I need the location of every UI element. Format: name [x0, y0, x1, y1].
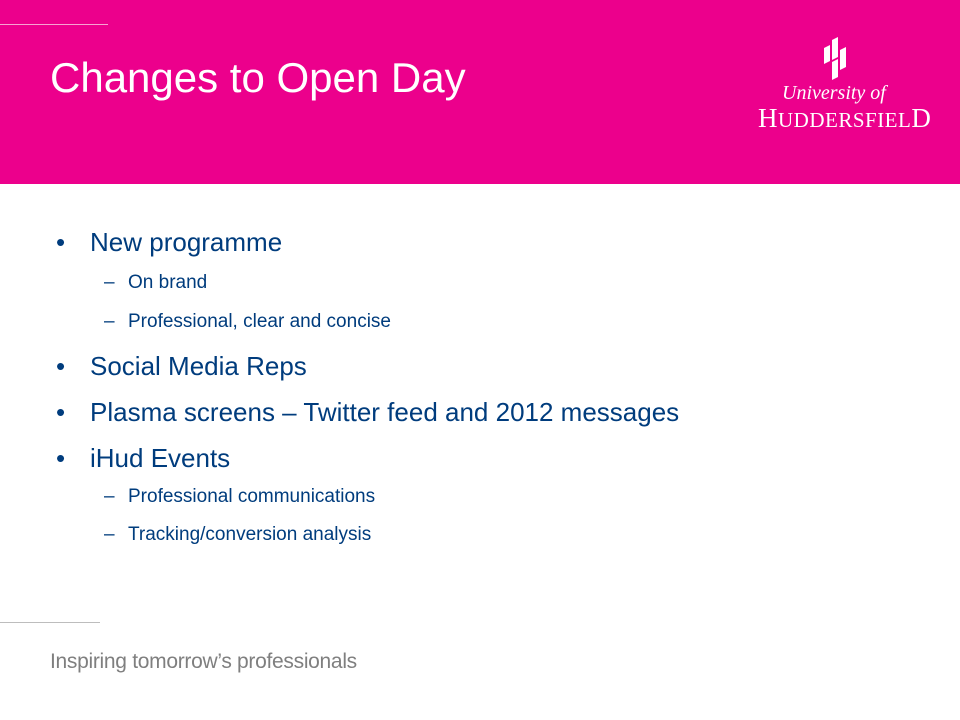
bullet-marker: • [56, 443, 66, 473]
header-divider [0, 24, 108, 25]
bullet-text: Social Media Reps [90, 351, 307, 381]
bullet-marker: • [56, 227, 66, 257]
dash-marker: – [104, 524, 115, 545]
dash-marker: – [104, 272, 115, 293]
sub-bullet-text: On brand [128, 272, 208, 293]
sub-bullet-text: Professional communications [128, 486, 376, 507]
bullet-text: iHud Events [90, 443, 231, 473]
university-logo [748, 36, 932, 136]
bullet-text: New programme [90, 227, 283, 257]
sub-bullet-text: Tracking/conversion analysis [128, 524, 372, 545]
logo-middle: UDDERSFIEL [778, 108, 912, 132]
logo-text-university-of: University of [782, 82, 886, 104]
logo-text-huddersfield [758, 103, 932, 133]
footer-tagline: Inspiring tomorrow’s professionals [50, 650, 357, 673]
footer-divider [0, 622, 100, 623]
university-crest-icon [820, 36, 850, 80]
slide-title: Changes to Open Day [50, 54, 466, 101]
logo-final-d: D [911, 103, 932, 133]
bullet-marker: • [56, 351, 66, 381]
logo-initial-h: H [758, 103, 778, 133]
bullet-text: Plasma screens – Twitter feed and 2012 messages [90, 397, 680, 427]
dash-marker: – [104, 486, 115, 507]
header-band [0, 0, 960, 184]
dash-marker: – [104, 311, 115, 332]
bullet-marker: • [56, 397, 66, 427]
sub-bullet-text: Professional, clear and concise [128, 311, 391, 332]
